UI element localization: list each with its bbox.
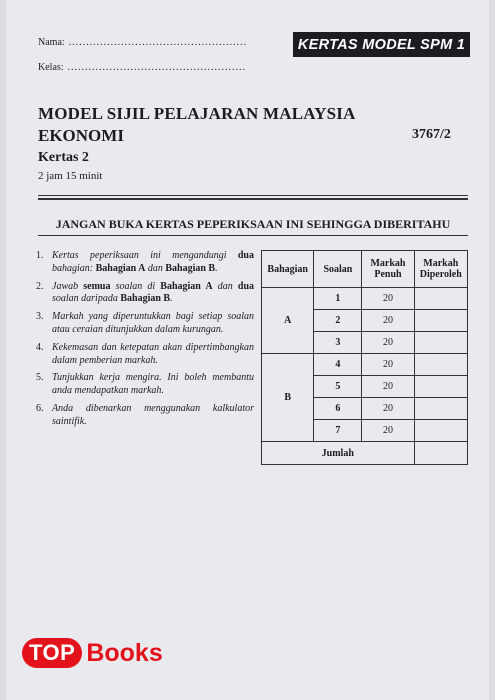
markah-penuh-cell: 20 <box>362 354 414 376</box>
instruction-emphasis: Bahagian B <box>165 262 216 274</box>
instruction-item <box>36 311 254 337</box>
instruction-text: dan <box>145 262 166 274</box>
exam-title: MODEL SIJIL PELAJARAN MALAYSIA <box>38 104 356 123</box>
instruction-text: soalan di <box>110 280 161 292</box>
exam-duration: 2 jam 15 minit <box>38 170 103 182</box>
kelas-field <box>38 62 246 73</box>
soalan-cell: 2 <box>314 310 362 332</box>
instruction-text: bahagian: <box>52 262 96 274</box>
instruction-item <box>36 403 254 429</box>
nama-label: Nama: <box>38 37 65 48</box>
instruction-number: 2. <box>36 280 44 292</box>
total-label: Jumlah <box>262 442 415 465</box>
instruction-emphasis: dua <box>237 250 254 261</box>
header-markah-penuh: Markah Penuh <box>362 251 414 288</box>
instruction-number: 4. <box>36 341 44 353</box>
soalan-cell: 4 <box>314 354 362 376</box>
divider-top-thick <box>38 198 468 200</box>
total-row <box>262 442 468 465</box>
markah-diperoleh-cell <box>414 310 467 332</box>
marks-table <box>261 250 468 465</box>
instruction-text: Kekemasan dan ketepatan akan dipertimbangkan dalam pemberian markah. <box>52 341 254 366</box>
instruction-text: Tunjukkan kerja mengira. Ini boleh membantu anda mendapatkan markah. <box>52 372 254 397</box>
subject-title: EKONOMI <box>38 126 124 145</box>
instruction-text: Markah yang diperuntukkan bagi setiap soalan atau ceraian ditunjukkan dalam kurungan. <box>52 311 254 335</box>
markah-diperoleh-cell <box>414 398 467 420</box>
instruction-text: dan <box>212 280 238 292</box>
instructions-list <box>36 250 254 434</box>
markah-diperoleh-cell <box>414 354 467 376</box>
instruction-number: 5. <box>36 372 44 384</box>
table-row <box>262 288 468 310</box>
header-soalan: Soalan <box>314 251 362 288</box>
markah-penuh-cell: 20 <box>362 398 414 420</box>
paper-badge: KERTAS MODEL SPM 1 <box>293 32 470 57</box>
instruction-item <box>36 281 254 307</box>
instruction-item <box>36 372 254 398</box>
kelas-label: Kelas: <box>38 62 64 73</box>
soalan-cell: 3 <box>314 332 362 354</box>
markah-diperoleh-cell <box>414 288 467 310</box>
soalan-cell: 7 <box>314 420 362 442</box>
warning-text: JANGAN BUKA KERTAS PEPERIKSAAN INI SEHINGGA DIBERITAHU <box>55 217 451 231</box>
paper-code: 3767/2 <box>412 127 451 142</box>
markah-diperoleh-cell <box>414 332 467 354</box>
instruction-emphasis: Bahagian A <box>95 262 146 274</box>
markah-penuh-cell: 20 <box>362 310 414 332</box>
instruction-emphasis: Bahagian B <box>120 293 171 305</box>
markah-penuh-cell: 20 <box>362 332 414 354</box>
instruction-number: 6. <box>36 402 44 414</box>
markah-penuh-cell: 20 <box>362 420 414 442</box>
instruction-text: Anda dibenarkan menggunakan kalkulator saintifik. <box>52 402 254 427</box>
header-markah-diperoleh: Markah Diperoleh <box>414 251 467 288</box>
instruction-text: . <box>215 262 218 274</box>
markah-penuh-cell: 20 <box>362 288 414 310</box>
instruction-emphasis: dua <box>237 280 255 292</box>
instruction-item <box>36 250 254 276</box>
instruction-text: soalan daripada <box>52 293 121 305</box>
nama-blank-line: ................................................... <box>68 37 248 48</box>
table-row <box>262 354 468 376</box>
markah-penuh-cell: 20 <box>362 376 414 398</box>
instruction-emphasis: semua <box>83 280 111 292</box>
topbooks-logo <box>22 636 163 670</box>
soalan-cell: 5 <box>314 376 362 398</box>
total-value-cell <box>414 442 467 465</box>
instruction-item <box>36 342 254 368</box>
instruction-emphasis: Bahagian A <box>160 280 213 292</box>
logo-top-text: TOP <box>22 638 82 668</box>
instruction-text: Jawab <box>52 280 84 292</box>
soalan-cell: 6 <box>314 398 362 420</box>
logo-books-text: Books <box>86 638 163 667</box>
divider-top <box>38 195 468 196</box>
markah-diperoleh-cell <box>414 420 467 442</box>
instruction-number: 1. <box>36 250 44 261</box>
divider-bottom <box>38 235 468 236</box>
soalan-cell: 1 <box>314 288 362 310</box>
header-bahagian: Bahagian <box>262 251 314 288</box>
section-a-cell: A <box>262 288 314 354</box>
exam-cover-page <box>6 0 489 700</box>
nama-field <box>38 37 247 48</box>
instruction-number: 3. <box>36 311 44 323</box>
instruction-text: Kertas peperiksaan ini mengandungi <box>52 250 238 261</box>
section-b-cell: B <box>262 354 314 442</box>
paper-number: Kertas 2 <box>38 150 89 165</box>
instruction-text: . <box>170 293 173 305</box>
kelas-blank-line: ................................................... <box>67 62 247 73</box>
markah-diperoleh-cell <box>414 376 467 398</box>
